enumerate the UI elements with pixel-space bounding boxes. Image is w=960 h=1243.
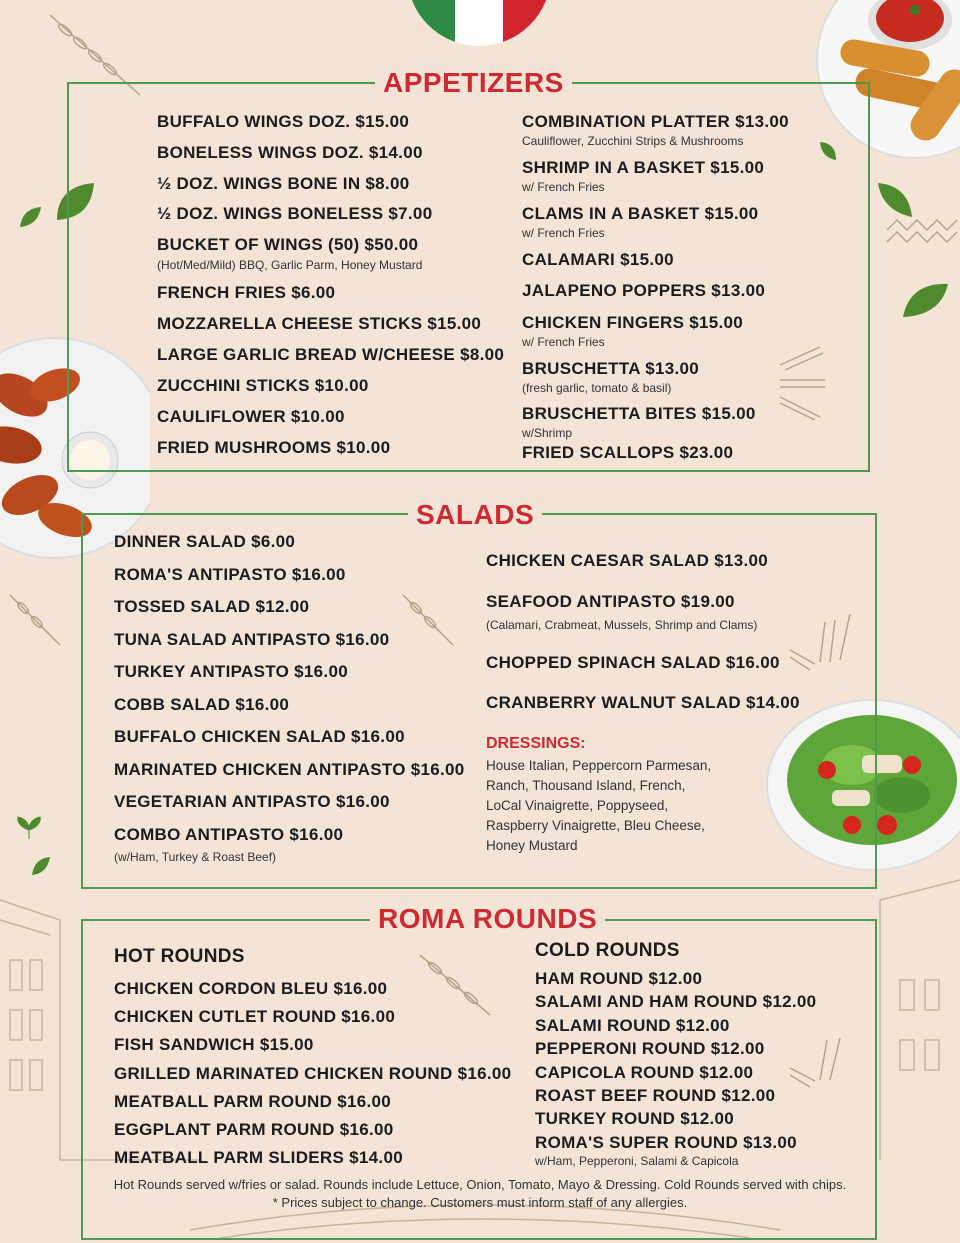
menu-item: FRENCH FRIES $6.00 [157,283,336,302]
menu-item: MOZZARELLA CHEESE STICKS $15.00 [157,314,482,333]
appetizers-title: APPETIZERS [375,67,572,99]
zigzag-sketch-icon [885,210,960,250]
menu-item: COBB SALAD $16.00 [114,694,290,714]
menu-item: EGGPLANT PARM ROUND $16.00 [114,1120,394,1139]
menu-item-note: (Calamari, Crabmeat, Mussels, Shrimp and Clams) [486,618,758,632]
menu-item: SEAFOOD ANTIPASTO $19.00 [486,592,735,611]
menu-item: TOSSED SALAD $12.00 [114,597,310,616]
menu-item: HAM ROUND $12.00 [535,969,703,988]
hot-rounds-heading: HOT ROUNDS [114,946,245,967]
menu-item: ROMA'S ANTIPASTO $16.00 [114,564,346,584]
menu-item: MARINATED CHICKEN ANTIPASTO $16.00 [114,759,465,779]
menu-item-note: w/ French Fries [522,226,605,240]
menu-item: FRIED MUSHROOMS $10.00 [157,438,391,457]
menu-item: BRUSCHETTA $13.00 [522,359,700,378]
menu-item: BRUSCHETTA BITES $15.00 [522,404,756,423]
menu-item: BONELESS WINGS DOZ. $14.00 [157,143,423,162]
menu-item: CHICKEN CAESAR SALAD $13.00 [486,551,769,570]
menu-item: MEATBALL PARM ROUND $16.00 [114,1091,392,1111]
leaf-icon [900,280,950,320]
menu-item: CALAMARI $15.00 [522,250,674,269]
menu-item: SALAMI ROUND $12.00 [535,1015,730,1035]
roma-rounds-title: ROMA ROUNDS [370,903,605,935]
menu-item: JALAPENO POPPERS $13.00 [522,281,766,300]
menu-item: ½ DOZ. WINGS BONE IN $8.00 [157,174,410,193]
menu-item: TUNA SALAD ANTIPASTO $16.00 [114,629,390,649]
dressings-heading: DRESSINGS: [486,735,586,752]
footer-note: Hot Rounds served w/fries or salad. Rounds include Lettuce, Onion, Tomato, Mayo & Dressing. Cold Rounds served with chips. [113,1177,847,1192]
menu-item-note: Cauliflower, Zucchini Strips & Mushrooms [522,134,744,148]
menu-item: CAULIFLOWER $10.00 [157,407,345,426]
cold-rounds-heading: COLD ROUNDS [535,940,680,961]
menu-item: BUFFALO CHICKEN SALAD $16.00 [114,727,405,746]
menu-item: CLAMS IN A BASKET $15.00 [522,204,759,223]
menu-item-note: (w/Ham, Turkey & Roast Beef) [114,849,277,864]
leaf-icon [14,815,44,840]
menu-item-note: w/ French Fries [522,335,605,349]
menu-item: CHICKEN FINGERS $15.00 [522,313,744,332]
menu-item: CHOPPED SPINACH SALAD $16.00 [486,653,780,672]
menu-item-note: w/Ham, Pepperoni, Salami & Capicola [535,1153,739,1168]
menu-item: CAPICOLA ROUND $12.00 [535,1062,754,1082]
menu-item: ½ DOZ. WINGS BONELESS $7.00 [157,204,433,223]
menu-item: DINNER SALAD $6.00 [114,532,296,551]
menu-item: TURKEY ANTIPASTO $16.00 [114,662,348,681]
menu-item-note: w/ French Fries [522,180,605,194]
dressing-line: Ranch, Thousand Island, French, [486,778,686,793]
menu-item: FISH SANDWICH $15.00 [114,1035,314,1055]
dressing-line: House Italian, Peppercorn Parmesan, [486,758,712,773]
dressing-line: Raspberry Vinaigrette, Bleu Cheese, [486,818,705,833]
salads-title: SALADS [408,499,542,531]
footer-allergy-note: * Prices subject to change. Customers must inform staff of any allergies. [272,1195,688,1210]
leaf-icon [18,205,43,230]
dressing-line: Honey Mustard [486,838,578,853]
italian-flag-icon [405,0,553,48]
menu-item-note: (Hot/Med/Mild) BBQ, Garlic Parm, Honey Mustard [157,258,423,272]
menu-item: LARGE GARLIC BREAD W/CHEESE $8.00 [157,345,505,364]
menu-item: VEGETARIAN ANTIPASTO $16.00 [114,792,390,811]
menu-item: TURKEY ROUND $12.00 [535,1109,735,1129]
wheat-sketch-icon [5,590,65,650]
menu-item: CRANBERRY WALNUT SALAD $14.00 [486,693,800,712]
dressings-list [486,756,746,856]
menu-item: ZUCCHINI STICKS $10.00 [157,376,369,395]
menu-item: ROAST BEEF ROUND $12.00 [535,1086,776,1105]
menu-item: MEATBALL PARM SLIDERS $14.00 [114,1148,403,1168]
menu-item-note: w/Shrimp [522,426,573,440]
menu-item: FRIED SCALLOPS $23.00 [522,443,734,462]
menu-item: GRILLED MARINATED CHICKEN ROUND $16.00 [114,1063,512,1083]
menu-item: COMBINATION PLATTER $13.00 [522,112,789,131]
dressing-line: LoCal Vinaigrette, Poppyseed, [486,798,669,813]
menu-item: BUCKET OF WINGS (50) $50.00 [157,235,419,254]
menu-item: PEPPERONI ROUND $12.00 [535,1039,765,1059]
menu-item: COMBO ANTIPASTO $16.00 [114,824,344,844]
menu-item: BUFFALO WINGS DOZ. $15.00 [157,112,410,131]
menu-item: ROMA'S SUPER ROUND $13.00 [535,1132,797,1152]
menu-item-note: (fresh garlic, tomato & basil) [522,381,672,395]
menu-item: CHICKEN CORDON BLEU $16.00 [114,979,388,998]
menu-item: SHRIMP IN A BASKET $15.00 [522,158,765,177]
menu-item: SALAMI AND HAM ROUND $12.00 [535,992,817,1012]
menu-item: CHICKEN CUTLET ROUND $16.00 [114,1007,396,1027]
